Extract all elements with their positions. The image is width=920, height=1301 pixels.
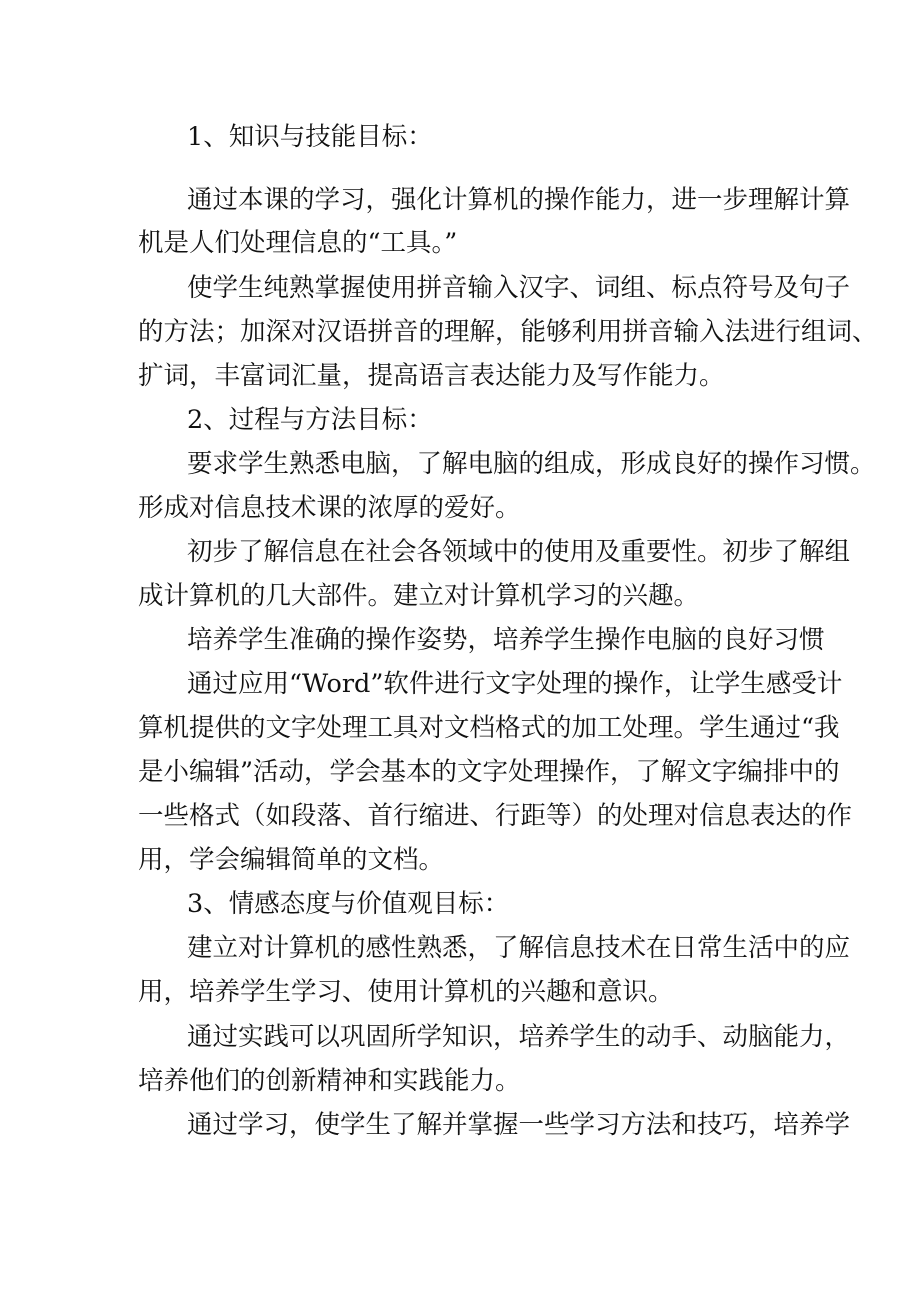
paragraph-line: 用，学会编辑简单的文档。: [138, 845, 445, 875]
paragraph-line: 培养他们的创新精神和实践能力。: [138, 1066, 521, 1096]
paragraph-line: 扩词，丰富词汇量，提高语言表达能力及写作能力。: [138, 361, 725, 391]
section-heading-1: 1、知识与技能目标：: [187, 122, 433, 152]
paragraph-line: 成计算机的几大部件。建立对计算机学习的兴趣。: [138, 581, 700, 611]
paragraph-line: 用，培养学生学习、使用计算机的兴趣和意识。: [138, 977, 674, 1007]
paragraph-line: 机是人们处理信息的“工具。”: [138, 228, 458, 258]
paragraph-line: 通过本课的学习，强化计算机的操作能力，进一步理解计算: [187, 185, 851, 215]
paragraph-line: 一些格式（如段落、首行缩进、行距等）的处理对信息表达的作: [138, 801, 853, 831]
paragraph-line: 算机提供的文字处理工具对文档格式的加工处理。学生通过“我: [138, 713, 840, 743]
section-heading-3: 3、情感态度与价值观目标：: [187, 889, 510, 919]
paragraph-line: 通过应用“Word”软件进行文字处理的操作，让学生感受计: [187, 669, 843, 699]
paragraph-line: 使学生纯熟掌握使用拼音输入汉字、词组、标点符号及句子: [187, 273, 851, 303]
paragraph-line: 通过学习，使学生了解并掌握一些学习方法和技巧，培养学: [187, 1110, 851, 1140]
paragraph-line: 培养学生准确的操作姿势，培养学生操作电脑的良好习惯: [187, 625, 825, 655]
paragraph-line: 通过实践可以巩固所学知识，培养学生的动手、动脑能力，: [187, 1022, 851, 1052]
paragraph-line: 初步了解信息在社会各领域中的使用及重要性。初步了解组: [187, 537, 851, 567]
paragraph-line: 建立对计算机的感性熟悉，了解信息技术在日常生活中的应: [187, 933, 851, 963]
section-heading-2: 2、过程与方法目标：: [187, 405, 433, 435]
paragraph-line: 要求学生熟悉电脑，了解电脑的组成，形成良好的操作习惯。: [187, 449, 876, 479]
paragraph-line: 是小编辑”活动，学会基本的文字处理操作，了解文字编排中的: [138, 757, 840, 787]
paragraph-line: 形成对信息技术课的浓厚的爱好。: [138, 493, 521, 523]
paragraph-line: 的方法；加深对汉语拼音的理解，能够利用拼音输入法进行组词、: [138, 317, 878, 347]
